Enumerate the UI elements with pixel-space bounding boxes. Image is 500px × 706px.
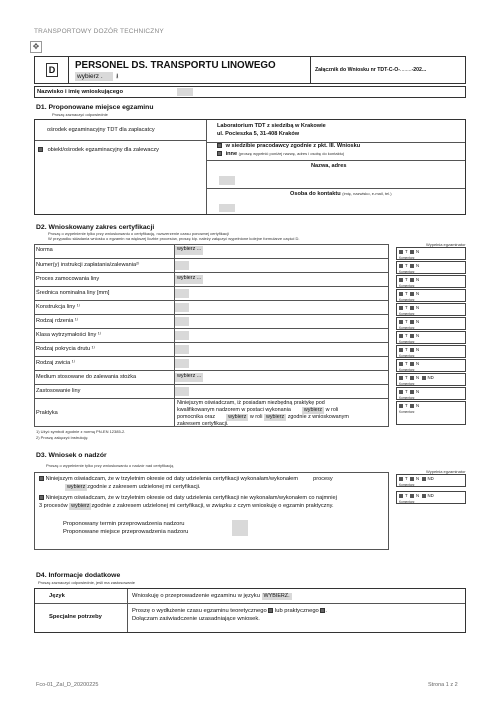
d1-option-tdt: ośrodek egzaminacyjny TDT dla zapłacatcy [47,127,155,133]
practice-select-3[interactable]: wybierz [265,414,285,420]
side-box-3[interactable]: T N Komentarz [396,275,466,288]
d3-term-label: Proponowany termin przeprowadzenia nadzoru [63,521,185,527]
org-name: TRANSPORTOWY DOZÓR TECHNICZNY [34,28,164,35]
d4-title: D4. Informacje dodatkowe [36,572,121,579]
d2-row-lay: Rodzaj zwicia ¹⁾ [34,356,389,370]
contact-label: Osoba do kontaktu (imię, nazwisko, e-mail, tel.) [290,191,392,197]
coating-field[interactable] [175,345,189,354]
d1-title: D1. Proponowane miejsce egzaminu [36,104,154,111]
practice-label: Praktyka [36,410,58,416]
practice-select-1[interactable]: wybierz [303,407,323,413]
applicant-field[interactable] [177,88,193,96]
instructions-field[interactable] [175,261,189,270]
lay-field[interactable] [175,359,189,368]
language-label: Język [49,593,65,599]
page-number: Strona 1 z 2 [428,682,458,688]
special-needs-text: Proszę o wydłużenie czasu egzaminu teoretycznego lub praktycznego . Dołączam zaświadczenie uzasadniające wniosek. [132,608,328,622]
checkbox-icon[interactable] [39,476,44,481]
download-icon[interactable]: ⭳ [116,73,119,80]
section-letter: D [46,63,58,77]
d2-hint2: W przypadku składania wniosku o egzamin na większej liczbie procesów, proszę kip. należy załączyć wypełnione kolejne formularze części D. [48,236,300,241]
d2-footnote-1: 1) Użyć symboli zgodnie z normą PN-EN 12385-2. [36,429,126,434]
process-select[interactable]: wybierz ... [175,275,203,284]
d2-hint1: Proszę o wypełnienie tylko przy wnioskowaniu o certyfikację, rozszerzenie czasu ponownej certyfikacji [48,231,229,236]
medium-select[interactable]: wybierz ... [175,373,203,382]
d1-option-object[interactable]: obiekt/ośrodek egzaminacyjny dla zalewaczy [38,147,159,154]
d3-side-box-1[interactable]: T N ND Komentarz [396,474,466,487]
side-box-11[interactable]: T N Komentarz [396,387,466,400]
checkbox-icon[interactable] [217,151,222,156]
lab-line1: Laboratorium TDT z siedzibą w Krakowie [217,123,326,129]
side-box-5[interactable]: T N Komentarz [396,303,466,316]
opt-other[interactable]: inne (proszę wypełnić poniżej nazwę, adres i osobę do kontaktu) [217,151,344,158]
d3-title: D3. Wniosek o nadzór [36,452,107,459]
checkbox-icon[interactable] [39,495,44,500]
opt-employer[interactable]: w siedzibie pracodawcy zgodnie z pkt. III. Wniosku [217,143,360,150]
name-address-label: Nazwa, adres [311,163,347,169]
d2-side-header: Wypełnia egzaminator [426,242,466,247]
language-text: Wnioskuję o przeprowadzenie egzaminu w języku WYBIERZ. [132,593,290,599]
checkbox-theory-icon[interactable] [268,608,273,613]
d3-hint: Proszę o wypełnienie tylko przy wnioskowaniu o nadzór nad certyfikacją [46,463,174,468]
d4-table [34,588,466,633]
d2-row-construction: Konstrukcja liny ¹⁾ [34,300,389,314]
side-box-9[interactable]: T N Komentarz [396,359,466,372]
applicant-row [34,86,466,98]
lab-line2: ul. Pocieszka 5, 31-408 Kraków [217,131,300,137]
contact-field[interactable] [219,204,235,212]
applicant-label: Nazwisko i imię wnioskującego [37,89,124,95]
d2-title: D2. Wnioskowany zakres certyfikacji [36,224,155,231]
title-select[interactable]: wybierz . [75,72,113,81]
side-box-8[interactable]: T N Komentarz [396,345,466,358]
core-field[interactable] [175,317,189,326]
norma-select[interactable]: wybierz ... [175,246,203,255]
move-handle-icon[interactable]: ✥ [30,41,42,53]
practice-statement: Niniejszym oświadczam, iż posiadam niezbędną praktykę pod kwalifikowanym nadzorem w postaci wykonania wybierz w roli pomocnika oraz wybierz w roli wybierz zgodnie z wnioskowanym zakresem certyfikacji. [177,400,349,427]
side-box-6[interactable]: T N Komentarz [396,317,466,330]
annex-label: Załącznik do Wniosku nr TDT-C-O-........-202... [315,67,427,73]
d2-row-process: Proces zamocowania liny wybierz ... [34,272,389,286]
d3-option-1[interactable]: Niniejszym oświadczam, że w trzyletnim okresie od daty udzielenia certyfikacji wykonałam/wykonałem procesy wybierz zgodnie z zakresem udzielonej mi certyfikacji. [39,476,384,491]
page-title: PERSONEL DS. TRANSPORTU LINOWEGO [75,60,276,71]
d4-hint: Proszę zaznaczyć odpowiednie, jeśli ma zastosowanie [38,580,135,585]
d3-select-2[interactable]: wybierz [71,502,90,509]
d2-row-coating: Rodzaj pokrycia drutu ¹⁾ [34,342,389,356]
form-code: Fco-01_Zal_D_20200225 [36,682,99,688]
d3-term-field[interactable] [232,520,248,536]
side-box-1[interactable]: T N Komentarz [396,247,466,260]
d3-select-1[interactable]: wybierz [67,483,86,490]
d2-row-medium: Medium stosowane do zalewania stożka wybierz ... [34,370,389,384]
diameter-field[interactable] [175,289,189,298]
d1-hint: Proszę zaznaczyć odpowiednie [52,112,108,117]
d2-row-application: Zastosowanie liny [34,384,389,398]
application-field[interactable] [175,387,189,396]
name-address-field[interactable] [219,176,235,185]
side-box-7[interactable]: T N Komentarz [396,331,466,344]
d3-side-box-2[interactable]: T N ND Komentarz [396,491,466,504]
d2-row-instructions: Numer(y) instrukcji zapłatania/zalewania²⁾ [34,258,389,272]
d2-row-practice [34,398,389,427]
d1-table [34,119,466,215]
side-box-12[interactable]: T N Komentarz [396,401,466,425]
d3-table [34,472,389,550]
d2-footnote-2: 2) Proszę załączyć instrukcję [36,435,88,440]
construction-field[interactable] [175,303,189,312]
d2-row-strength: Klasa wytrzymałości liny ¹⁾ [34,328,389,342]
checkbox-icon[interactable] [38,147,43,152]
strength-field[interactable] [175,331,189,340]
practice-select-2[interactable]: wybierz [228,414,247,420]
d3-option-2[interactable]: Niniejszym oświadczam, że w trzyletnim okresie od daty udzielenia certyfikacji nie wykonałam/wykonałem co najmniej 3 procesów wybierz zgodnie z zakresem udzielonej mi certyfikacji, w związku z czym wnioskuję o egzamin praktyczny. [39,495,337,509]
form-header-box [34,56,466,84]
language-select[interactable]: WYBIERZ. [263,593,290,599]
checkbox-icon[interactable] [217,143,222,148]
d2-row-core: Rodzaj rdzenia ¹⁾ [34,314,389,328]
d2-row-norma: Norma wybierz ... [36,246,202,253]
d3-place-label: Proponowane miejsce przeprowadzenia nadzoru [63,529,189,535]
d3-side-header: Wypełnia egzaminator [426,469,466,474]
d2-row-diameter: Średnica nominalna liny [mm] [34,286,389,300]
side-box-4[interactable]: T N Komentarz [396,289,466,302]
side-box-2[interactable]: T N Komentarz [396,261,466,274]
checkbox-practical-icon[interactable] [320,608,325,613]
side-box-10[interactable]: T N ND Komentarz [396,373,466,386]
special-needs-label: Specjalne potrzeby [49,614,102,620]
